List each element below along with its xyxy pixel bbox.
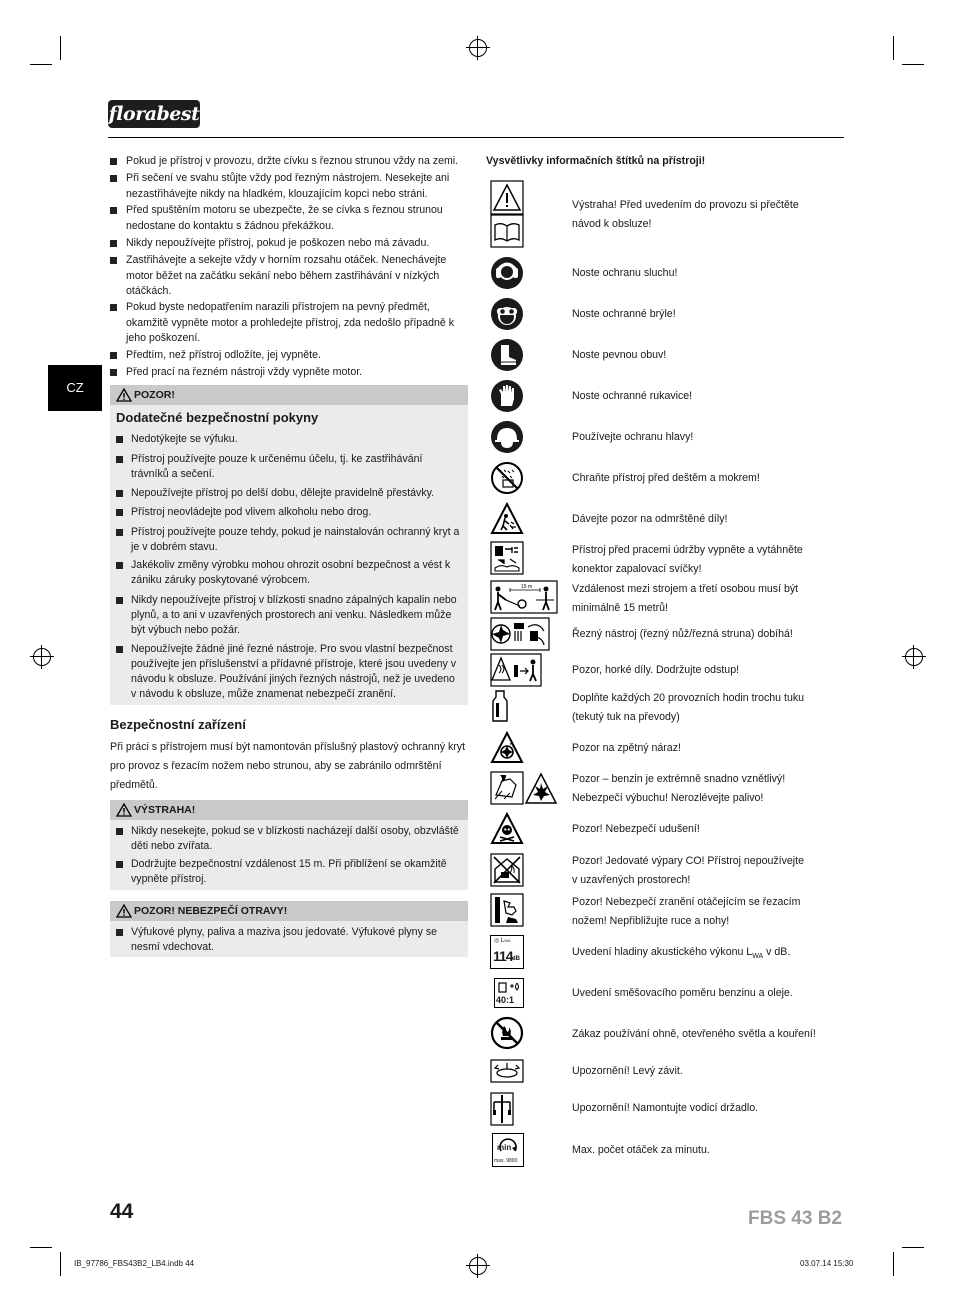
symbol-label: Noste ochranné rukavice! (572, 390, 693, 402)
warning-triangle-icon (116, 904, 132, 918)
crop-mark (30, 64, 52, 65)
list-item: Dodržujte bezpečnostní vzdálenost 15 m. Při přiblížení se okamžitě vypněte přístroj. (116, 857, 461, 887)
footer-date: 03.07.14 15:30 (800, 1259, 854, 1268)
boots-icon (490, 338, 524, 372)
symbol-label-text: Uvedení hladiny akustického výkonu L (572, 946, 753, 958)
registration-mark (33, 648, 51, 666)
gloves-icon (490, 379, 524, 413)
crop-mark (902, 1247, 924, 1248)
symbol-label: Pozor, horké díly. Dodržujte odstup! (572, 664, 740, 676)
max-rpm-icon (492, 1133, 524, 1167)
poison-box (110, 901, 468, 957)
co-fumes-icon (490, 853, 524, 887)
goggles-icon (490, 297, 524, 331)
section-heading: Bezpečnostní zařízení (110, 717, 246, 732)
language-tab: CZ (48, 365, 102, 411)
symbol-label: Pozor! Nebezpečí zranění otáčejícím se řezacím nožem! Nepřibližujte ruce a nohy! (572, 896, 801, 927)
section-heading: Dodatečné bezpečnostní pokyny (116, 410, 319, 425)
symbol-label (572, 943, 832, 967)
crop-mark (60, 1252, 61, 1276)
symbol-label: Chraňte přístroj před deštěm a mokrem! (572, 472, 760, 484)
symbol-label: Zákaz používání ohně, otevřeného světla a kouření! (572, 1028, 816, 1040)
no-rain-icon (490, 461, 524, 495)
symbol-label: Výstraha! Před uvedením do provozu si přečtěte návod k obsluze! (572, 199, 799, 230)
list-item: Nepoužívejte žádné jiné řezné nástroje. Pro svou vlastní bezpečnost používejte jen příslušenství a přídavné přístroje, které jsou uvedeny v návodu k obsluze. Používání jiných řezných nástrojů, než je uvedeno v návodu k obsluze, může znamenat nebezpečí zranění. (116, 642, 461, 702)
helmet-icon (490, 420, 524, 454)
symbol-label: Noste ochranu sluchu! (572, 267, 678, 279)
warning-triangle-icon (116, 388, 132, 402)
caution-box (110, 385, 468, 705)
no-fire-icon (490, 1016, 524, 1050)
symbol-label: Pozor na zpětný náraz! (572, 742, 681, 754)
list-item: Výfukové plyny, paliva a maziva jsou jedovaté. Výfukové plyny se nesmí vdechovat. (116, 925, 461, 955)
fuel-ratio-badge: 40:1 (496, 995, 515, 1005)
list-item: Nepoužívejte přístroj po delší dobu, dělejte pravidelně přestávky. (116, 486, 461, 501)
list-item: Přístroj neovládejte pod vlivem alkoholu nebo drog. (116, 505, 461, 520)
poison-label: POZOR! NEBEZPEČÍ OTRAVY! (134, 905, 288, 917)
projectile-icon (490, 502, 524, 536)
registration-mark (469, 1257, 487, 1275)
sound-level-badge: 114 (493, 948, 513, 964)
footer-file: IB_97786_FBS43B2_LB4.indb 44 (74, 1259, 195, 1268)
warning-box (110, 800, 468, 890)
crop-mark (30, 1247, 52, 1248)
rpm-max: max. 9800 (494, 1158, 518, 1164)
distance-15m-icon (490, 580, 558, 614)
model-name: FBS 43 B2 (748, 1208, 842, 1229)
sound-unit: dB (512, 956, 520, 962)
symbol-label: Upozornění! Levý závit. (572, 1065, 683, 1077)
blade-rundown-icon (490, 617, 550, 651)
list-item: Pokud je přístroj v provozu, držte cívku s řeznou strunou vždy na zemi. (110, 154, 465, 170)
symbol-label: Vzdálenost mezi strojem a třetí osobou musí být minimálně 15 metrů! (572, 583, 799, 614)
symbol-label: Noste pevnou obuv! (572, 349, 667, 361)
list-item: Předtím, než přístroj odložíte, jej vypněte. (110, 348, 465, 364)
warning-header (110, 800, 468, 820)
symbol-label: Max. počet otáček za minutu. (572, 1144, 710, 1156)
warning-triangle-icon (116, 803, 132, 817)
symbol-label: Používejte ochranu hlavy! (572, 431, 694, 443)
sound-level-icon: ◎ LWA 114 dB (490, 935, 524, 969)
crop-mark (893, 1252, 894, 1276)
suffocation-icon (490, 812, 524, 846)
symbol-label: Přístroj před pracemi údržby vypněte a vytáhněte konektor zapalovací svíčky! (572, 544, 803, 575)
symbol-label: Pozor! Nebezpečí udušení! (572, 823, 700, 835)
list-item: Pokud byste nedopatřením narazili přístrojem na pevný předmět, okamžitě vypněte motor a prohledejte přístroj, zda nedošlo případně k jeho poškození. (110, 300, 465, 347)
list-item: Přístroj používejte pouze tehdy, pokud je nainstalován ochranný kryt a je v dobrém stavu. (116, 525, 461, 555)
header-rule (108, 137, 844, 138)
poison-header (110, 901, 468, 921)
registration-mark (469, 39, 487, 57)
caution-header (110, 385, 468, 405)
symbol-label-text: v dB. (763, 946, 791, 958)
caution-label: POZOR! (134, 389, 175, 401)
symbol-label: Pozor – benzin je extrémně snadno vznětlivý! Nebezpečí výbuchu! Nerozlévejte palivo! (572, 773, 786, 804)
list-item: Nedotýkejte se výfuku. (116, 432, 461, 447)
hot-parts-icon (490, 653, 542, 687)
handle-icon (490, 1092, 514, 1126)
crop-mark (902, 64, 924, 65)
fuel-mix-icon (494, 978, 524, 1008)
list-item: Zastřihávejte a sekejte vždy v horním rozsahu otáček. Nenechávejte motor běžet na začátku sekání nebo během zastřihávání v nízkých otáčkách. (110, 253, 465, 300)
spark-plug-icon (490, 541, 524, 575)
list-item: Nikdy nesekejte, pokud se v blízkosti nacházejí další osoby, obzvláště děti nebo zvířata. (116, 824, 461, 854)
list-item: Nikdy nepoužívejte přístroj v blízkosti snadno zápalných kapalin nebo plynů, a to ani v uzavřených prostorech ani venku. Následkem může být výbuch nebo požár. (116, 593, 461, 638)
registration-mark (905, 648, 923, 666)
blade-hand-icon (490, 893, 524, 927)
flammable-icon (490, 771, 558, 805)
brand-logo: florabest (108, 100, 200, 128)
kickback-icon (490, 731, 524, 765)
grease-icon (490, 689, 510, 723)
crop-mark (893, 36, 894, 60)
symbols-heading: Vysvětlivky informačních štítků na přístroji! (486, 155, 706, 167)
symbol-label: Pozor! Jedovaté výpary CO! Přístroj nepoužívejte v uzavřených prostorech! (572, 855, 804, 886)
paragraph: Při práci s přístrojem musí být namontován příslušný plastový ochranný kryt pro provoz s řezacím nožem nebo strunou, aby se zabránilo odmrštění předmětů. (110, 741, 466, 791)
svg-text:15 m: 15 m (521, 584, 533, 590)
warning-label: VÝSTRAHA! (134, 804, 196, 816)
symbol-label: Doplňte každých 20 provozních hodin trochu tuku (tekutý tuk na převody) (572, 692, 805, 723)
fuel-can-icon (495, 980, 523, 994)
symbol-label: Řezný nástroj (řezný nůž/řezná struna) dobíhá! (572, 628, 793, 640)
warning-manual-icon (490, 180, 524, 248)
rpm-unit: min (497, 1143, 512, 1152)
list-item: Nikdy nepoužívejte přístroj, pokud je poškozen nebo má závadu. (110, 236, 465, 252)
left-thread-icon (490, 1059, 524, 1083)
list-item: Před prací na řezném nástroji vždy vypněte motor. (110, 365, 465, 381)
ear-protection-icon (490, 256, 524, 290)
symbol-label-subscript: WA (752, 953, 764, 961)
list-item: Přístroj používejte pouze k určenému účelu, tj. ke zastřihávání trávníků a sečení. (116, 452, 461, 482)
list-item: Před spuštěním motoru se ubezpečte, že se cívka s řeznou strunou nedostane do kontaktu s žádnou překážkou. (110, 203, 465, 234)
symbol-label: Dávejte pozor na odmrštěné díly! (572, 513, 728, 525)
symbol-label: Noste ochranné brýle! (572, 308, 676, 320)
page-number: 44 (110, 1200, 134, 1223)
list-item: Jakékoliv změny výrobku mohou ohrozit osobní bezpečnost a vést k zániku záruky poskytované výrobcem. (116, 558, 461, 588)
list-item: Při sečení ve svahu stůjte vždy pod řezným nástrojem. Nesekejte ani nezastřihávejte nikdy na hladkém, klouzajícím kopci nebo stráni. (110, 171, 465, 202)
symbol-label: Upozornění! Namontujte vodicí držadlo. (572, 1102, 759, 1114)
symbol-label: Uvedení směšovacího poměru benzinu a oleje. (572, 987, 793, 999)
crop-mark (60, 36, 61, 60)
